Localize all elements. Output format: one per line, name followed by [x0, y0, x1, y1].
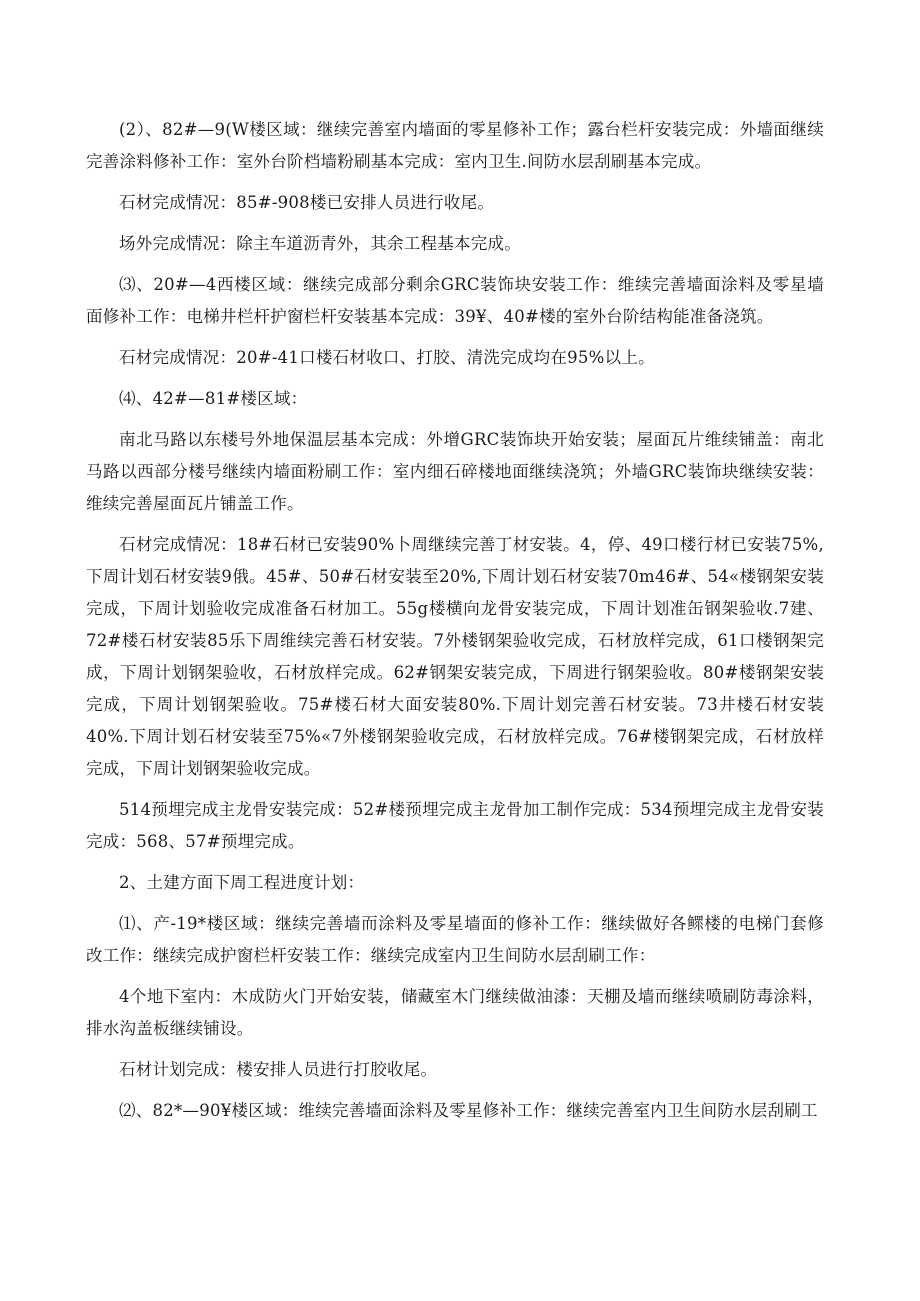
paragraph: 场外完成情况：除主车道沥青外，其余工程基本完成。	[119, 234, 521, 253]
paragraph: 石材完成情况：85#-908楼已安排人员进行收尾。	[119, 193, 495, 212]
paragraph: 南北马路以东楼号外地保温层基本完成：外增GRC装饰块开始安装；屋面瓦片维续铺盖：南北马路以西部分楼号继续内墙面粉刷工作：室内细石碎楼地面继续浇筑；外墙GRC装饰块继续安装：维续完善屋面瓦片铺盖工作。	[86, 430, 824, 513]
paragraph: ⑷、42#—81#楼区域：	[119, 389, 308, 408]
paragraph: 石材完成情况：18#石材已安装90%卜周继续完善丁材安装。4，停、49口楼行材已安装75%,下周计划石材安装9俄。45#、50#石材安装至20%,下周计划石材安装70m46#、54«楼钢架安装完成，下周计划验收完成准备石材加工。55g楼横向龙骨安装完成，下周计划准缶钢架验收.7建、72#楼石材安装85乐下周维续完善石材安装。7外楼钢架验收完成，石材放样完成，61口楼钢架完成，下周计划钢架验收，石材放样完成。62#钢架安装完成，下周进行钢架验收。80#楼钢架安装完成，下周计划钢架验收。75#楼石材大面安装80%.下周计划完善石材安装。73井楼石材安装40%.下周计划石材安装至75%«7外楼钢架验收完成，石材放样完成。76#楼钢架完成，石材放样完成，下周计划钢架验收完成。	[86, 535, 824, 778]
document-body	[86, 114, 824, 1136]
paragraph: ⑶、20#—4西楼区域：继续完成部分剩余GRC装饰块安装工作：维续完善墙面涂料及零星墙面修补工作：电梯井栏杆护窗栏杆安装基本完成：39¥、40#楼的室外台阶结构能准备浇筑。	[86, 275, 824, 326]
section-heading: 2、土建方面下周工程进度计划：	[119, 873, 365, 892]
paragraph: (2）、82#—9(W楼区域：继续完善室内墙面的零星修补工作；露台栏杆安装完成：外墙面继续完善涂料修补工作：室外台阶档墙粉刷基本完成：室内卫生.间防水层刮刷基本完成。	[86, 120, 824, 171]
paragraph: 石材完成情况：20#-41口楼石材收口、打胶、清洗完成均在95%以上。	[119, 348, 655, 367]
paragraph: 石材计划完成：楼安排人员进行打胶收尾。	[119, 1060, 438, 1079]
paragraph: 514预埋完成主龙骨安装完成：52#楼预埋完成主龙骨加工制作完成：534预埋完成主龙骨安装完成：568、57#预埋完成。	[86, 800, 824, 851]
paragraph: 4个地下室内：木成防火门开始安装，储藏室木门继续做油漆：天棚及墙而继续喷刷防毒涂料，排水沟盖板继续铺设。	[86, 987, 824, 1038]
paragraph: ⑴、产-19*楼区域：继续完善墙而涂料及零星墙面的修补工作：继续做好各鳏楼的电梯门套修改工作：继续完成护窗栏杆安装工作：继续完成室内卫生间防水层刮刷工作：	[86, 914, 824, 965]
paragraph: ⑵、82*—90¥楼区域：维续完善墙面涂料及零星修补工作：继续完善室内卫生间防水层刮刷工	[119, 1101, 818, 1120]
